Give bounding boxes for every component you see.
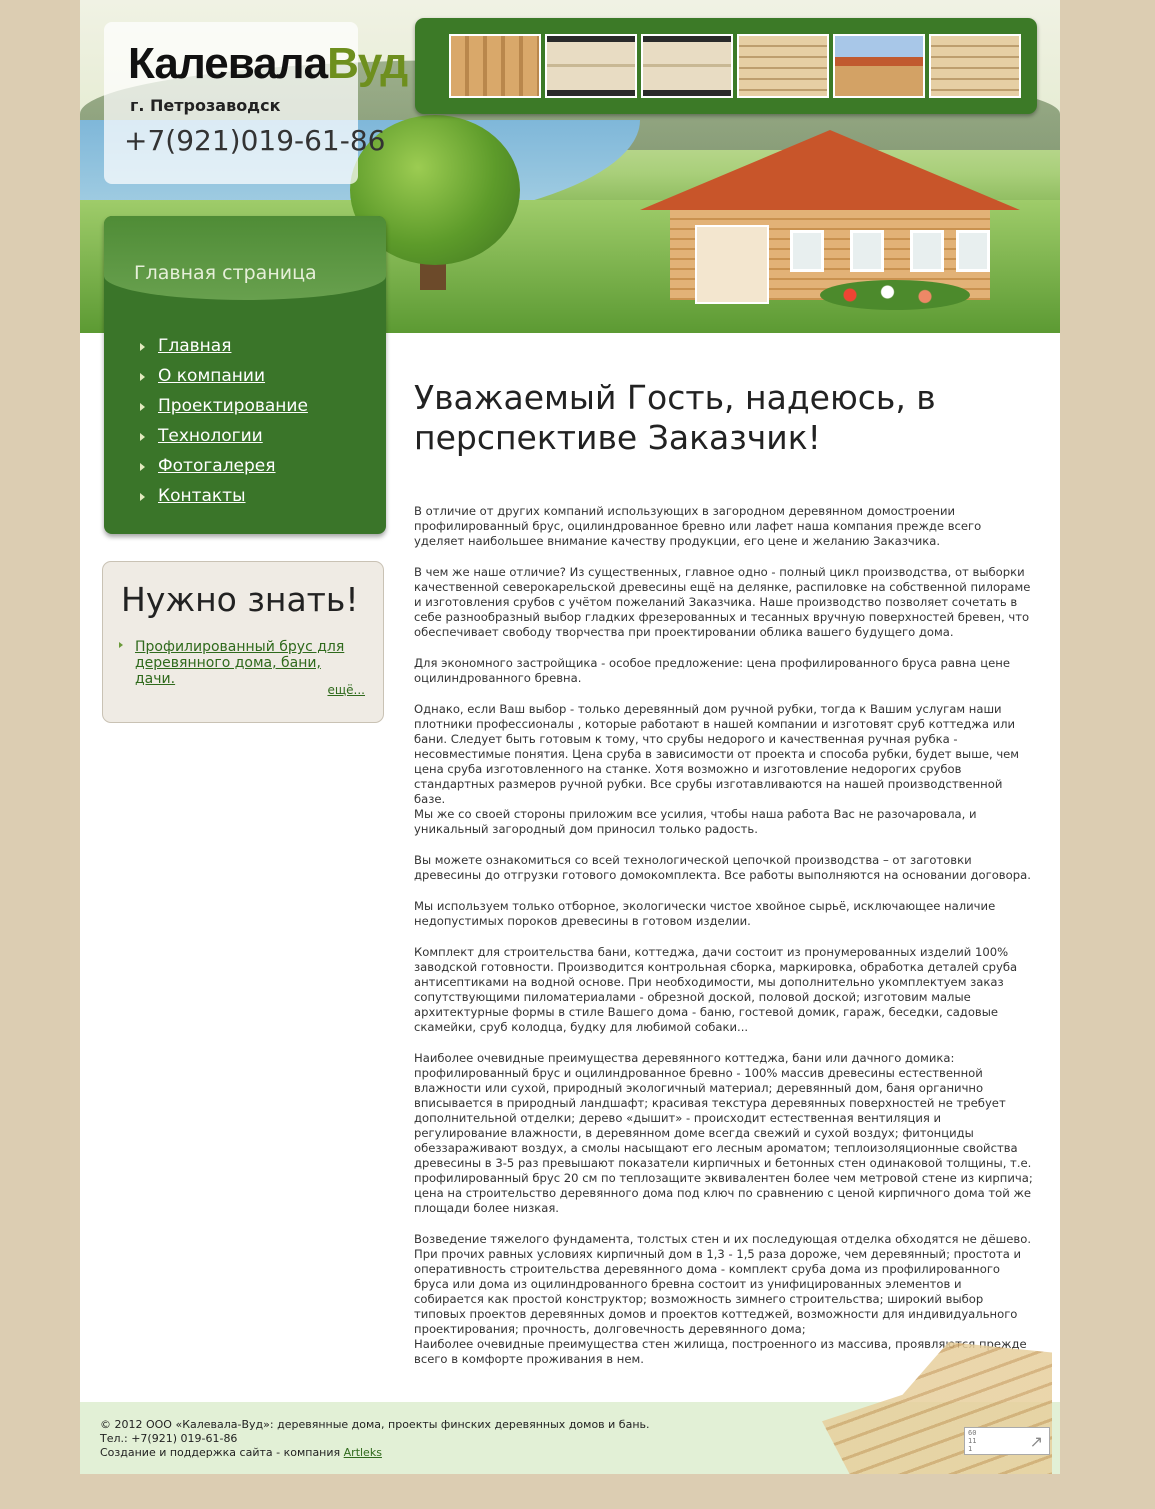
main-content	[414, 378, 1034, 1383]
nav-item-design	[134, 396, 308, 426]
nav-link-contacts[interactable]: Контакты	[158, 486, 246, 506]
article-paragraph: Для экономного застройщика - особое предложение: цена профилированного бруса равна цене оцилиндрованного бревна.	[414, 656, 1010, 685]
footer-copyright: © 2012 ООО «Калевала-Вуд»: деревянные дома, проекты финских деревянных домов и бань.	[100, 1418, 650, 1431]
city-label: г. Петрозаводск	[130, 96, 281, 115]
nav-list	[134, 336, 308, 516]
gallery-thumb-profiled-beam[interactable]	[545, 34, 637, 98]
menu-header	[104, 216, 386, 300]
page	[80, 0, 1060, 1474]
article-paragraph: Комплект для строительства бани, коттеджа, дачи состоит из пронумерованных изделий 100% заводской готовности. Производится контрольная сборка, маркировка, обработка деталей сруба антисептиками на водной основе. При необходимости, мы дополнительно укомплектуем заказ сопутствующими пиломатериалами - обрезной доской, половой доской; изготовим малые архитектурные формы в стиле Вашего дома - баню, гостевой домик, гараж, беседки, садовые скамейки, сруб колодца, будку для любимой собаки...	[414, 945, 1018, 1034]
nav-item-technology	[134, 426, 308, 456]
artleks-link[interactable]: Artleks	[343, 1446, 382, 1459]
footer-credits-text: Создание и поддержка сайта - компания	[100, 1446, 344, 1459]
article-paragraph: Вы можете ознакомиться со всей технологической цепочкой производства – от заготовки древесины до отгрузки готового домокомплекта. Все работы выполняются на основании договора.	[414, 853, 1031, 882]
bullet-arrow-icon	[119, 642, 123, 648]
nav-item-home	[134, 336, 308, 366]
nav-item-contacts	[134, 486, 308, 516]
photo-gallery-strip	[415, 18, 1037, 114]
article-paragraph: Однако, если Ваш выбор - только деревянный дом ручной рубки, тогда к Вашим услугам наши плотники профессионалы , которые работают в нашей компании и изготовят сруб коттеджа или бани. Следует быть готовым к тому, что срубы недорого и качественная ручная рубка - несовместимые понятия. Цена сруба в зависимости от проекта и способа рубки, будет выше, чем цена сруба изготовленного на станке. Хотя возможно и изготовление недорогих срубов стандартных размеров ручной рубки. Все срубы изготавливаются на нашей производственной базе. Мы же со своей стороны приложим все усилия, чтобы наша работа Вас не разочаровала, и уникальный загородный дом приносил только радость.	[414, 702, 1020, 836]
footer-phone: Тел.: +7(921) 019-61-86	[100, 1432, 238, 1445]
header-phone: +7(921)019-61-86	[124, 124, 386, 157]
article-paragraph: Наиболее очевидные преимущества деревянного коттеджа, бани или дачного домика: профилированный брус и оцилиндрованное бревно - 100% массив древесины естественной влажности или сухой, природный экологичный материал; деревянный дом, баня органично вписывается в природный ландшафт; красивая текстура деревянных поверхностей не требует дополнительной отделки; дерево «дышит» - происходит естественная вентиляция и регулирование влажности, в деревянном доме всегда свежий и сухой воздух; фитонциды обеззараживают воздух, а смолы насыщают его лесным ароматом; теплоизоляционные свойства древесины в 3-5 раз превышают показатели кирпичных и бетонных стен одинаковой толщины, т.е. профилированный брус 20 см по теплозащите эквивалентен более чем метровой стене из кирпича; цена на строительство деревянного дома под ключ по сравнению с ценой кирпичного дома той же площади более низкая.	[414, 1051, 1033, 1215]
article-body	[414, 504, 1034, 1367]
logo-text-main: Калевала	[128, 39, 328, 88]
nav-link-home[interactable]: Главная	[158, 336, 232, 356]
article-paragraph: Возведение тяжелого фундамента, толстых стен и их последующая отделка обходятся не дёшево. При прочих равных условиях кирпичный дом в 1,3 - 1,5 раза дороже, чем деревянный; простота и оперативность строительства деревянного дома - комплект сруба дома из профилированного бруса или дома из оцилиндрованного бревна состоит из унифицированных элементов и собирается как простой конструктор; возможность зимнего строительства; широкий выбор типовых проектов деревянных домов и проектов коттеджей, возможности для индивидуального проектирования; прочность, долговечность деревянного дома; Наиболее очевидные преимущества стен жилища, построенного из массива, проявляются прежде всего в комфорте проживания в нем.	[414, 1232, 1031, 1366]
footer-credits	[100, 1446, 650, 1460]
need-to-know-title: Нужно знать!	[121, 580, 359, 619]
article-paragraph: В отличие от других компаний использующих в загородном деревянном домостроении профилированный брус, оцилиндрованное бревно или лафет наша компания прежде всего уделяет наибольшее внимание качеству продукции, его цене и желанию Заказчика.	[414, 504, 982, 548]
nav-link-about[interactable]: О компании	[158, 366, 266, 386]
gallery-thumb-log-house[interactable]	[833, 34, 925, 98]
page-title: Уважаемый Гость, надеюсь, в перспективе Заказчик!	[414, 378, 936, 457]
nav-link-technology[interactable]: Технологии	[158, 426, 263, 446]
nav-link-gallery[interactable]: Фотогалерея	[158, 456, 276, 476]
nav-link-design[interactable]: Проектирование	[158, 396, 308, 416]
menu-title: Главная страница	[134, 262, 317, 284]
nav-item-gallery	[134, 456, 308, 486]
logo-box	[104, 22, 408, 184]
more-articles-link[interactable]: ещё...	[327, 683, 365, 697]
article-link-profiled-beam[interactable]: Профилированный брус для деревянного дома, бани, дачи.	[135, 639, 345, 687]
gallery-thumb-profiled-beam-2[interactable]	[641, 34, 733, 98]
article-paragraph: Мы используем только отборное, экологически чистое хвойное сырьё, исключающее наличие недопустимых пороков древесины в готовом изделии.	[414, 899, 996, 928]
banner-flowers	[820, 280, 970, 310]
need-to-know-box	[102, 561, 384, 723]
nav-item-about	[134, 366, 308, 396]
gallery-thumb-log-stack[interactable]	[737, 34, 829, 98]
footer-info	[100, 1418, 650, 1460]
article-paragraph: В чем же наше отличие? Из существенных, главное одно - полный цикл производства, от выборки качественной северокарельской древесины ещё на делянке, распиловке на собственной пилораме и изготовления срубов с учётом пожеланий Заказчика. Наше производство позволяет сочетать в себе разнообразный выбор гладких фрезерованных и тесанных вручную поверхностей бревен, что обеспечивает свободу творчества при проектировании облика вашего будущего дома.	[414, 565, 1031, 639]
sidebar-menu	[104, 216, 386, 534]
counter-digits: 60 11 1	[968, 1429, 977, 1453]
banner-house-image	[640, 130, 1020, 300]
gallery-thumb-log-corner[interactable]	[929, 34, 1021, 98]
visitor-counter-badge[interactable]	[964, 1427, 1050, 1455]
logo-text-accent: Вуд	[327, 39, 408, 88]
gallery-thumb-wood-frame[interactable]	[449, 34, 541, 98]
arrow-up-right-icon: ↗	[1029, 1432, 1043, 1451]
site-logo[interactable]	[128, 39, 408, 88]
